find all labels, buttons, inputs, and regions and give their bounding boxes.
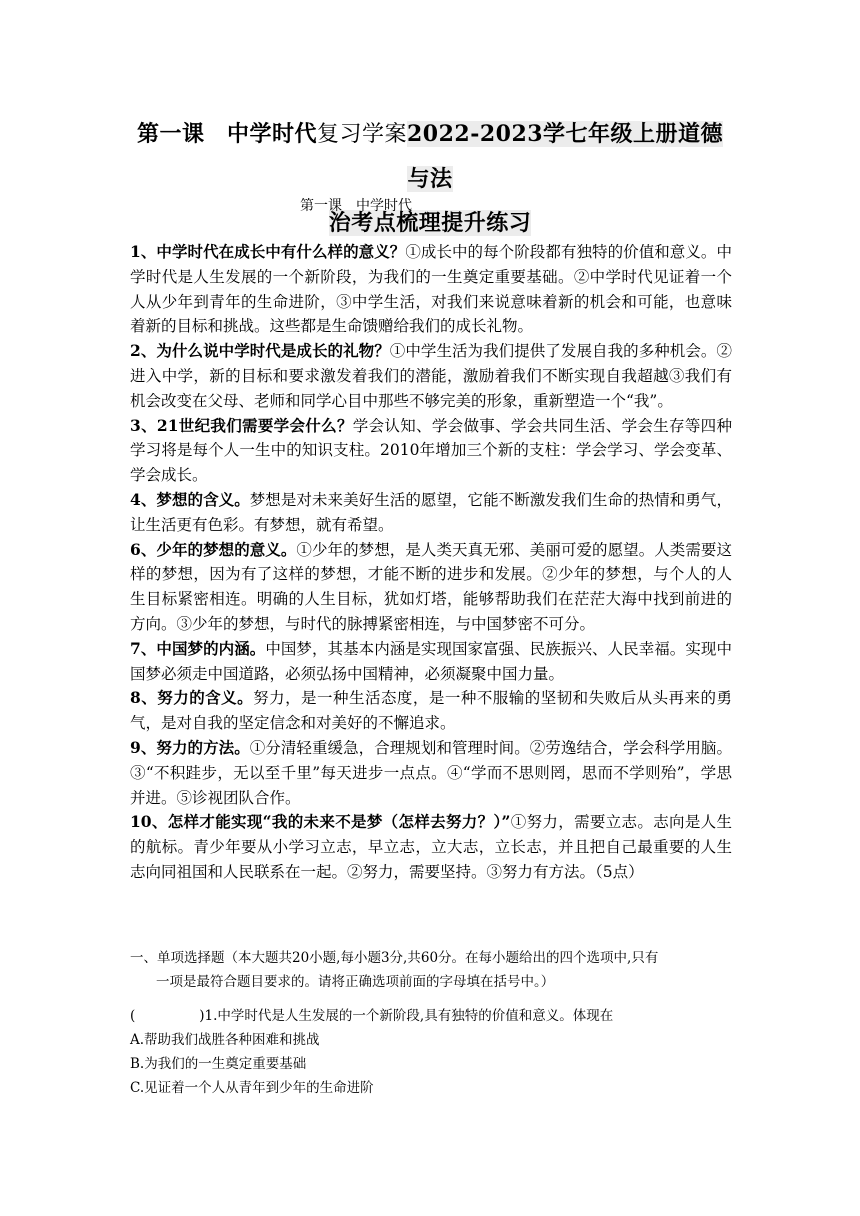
point-question: 7、中国梦的内涵。: [130, 638, 266, 658]
point-answer: 努力，是一种生活态度，是一种不服输的坚韧和失败后从头再来的勇气，是对自我的坚定信念和对美好的不懈追求。: [130, 689, 732, 733]
key-points: [130, 240, 732, 885]
key-point: [130, 240, 732, 339]
point-answer: 学会认知、学会做事、学会共同生活、学会生存等四种学习将是每个人一生中的知识支柱。2010年增加三个新的支柱：学会学习、学会变革、学会成长。: [130, 416, 732, 485]
question-stem: )1.中学时代是人生发展的一个新阶段,具有独特的价值和意义。体现在: [199, 1008, 614, 1024]
point-answer: ①少年的梦想，是人类天真无邪、美丽可爱的愿望。人类需要这样的梦想，因为有了这样的梦想，才能不断的进步和发展。②少年的梦想，与个人的人生目标紧密相连。明确的人生目标，犹如灯塔，能够帮助我们在茫茫大海中找到前进的方向。③少年的梦想，与时代的脉搏紧密相连，与中国梦密不可分。: [130, 540, 732, 633]
key-point: [130, 538, 732, 637]
question-stem-line: [130, 1004, 734, 1028]
point-answer: ①努力，需要立志。志向是人生的航标。青少年要从小学习立志，早立志，立大志，立长志，并且把自己最重要的人生志向同祖国和人民联系在一起。②努力，需要坚持。③努力有方法。（5点）: [130, 813, 732, 881]
option-a: A.帮助我们战胜各种困难和挑战: [130, 1032, 320, 1048]
point-answer: ①分清轻重缓急，合理规划和管理时间。②劳逸结合，学会科学用脑。③“不积跬步，无以至千里”每天进步一点点。④“学而不思则罔，思而不学则殆”，学思并进。⑤诊视团队合作。: [130, 738, 732, 807]
document-title: [130, 112, 730, 245]
option-c: C.见证着一个人从青年到少年的生命进阶: [130, 1080, 374, 1096]
point-question: 1、中学时代在成长中有什么样的意义？: [130, 242, 406, 261]
section-header: [130, 946, 734, 994]
point-question: 3、21世纪我们需要学会什么？: [130, 415, 353, 435]
point-answer: 中国梦，其基本内涵是实现国家富强、民族振兴、人民幸福。实现中国梦必须走中国道路，必须弘扬中国精神，必须凝聚中国力量。: [130, 639, 732, 683]
point-answer: ①成长中的每个阶段都有独特的价值和意义。中学时代是人生发展的一个新阶段，为我们的一生奠定重要基础。②中学时代见证着一个人从少年到青年的生命进阶，③中学生活，对我们来说意味着新的机会和可能，也意味着新的目标和挑战。这些都是生命馈赠给我们的成长礼物。: [130, 243, 732, 336]
point-question: 6、少年的梦想的意义。: [130, 539, 297, 559]
key-point: [130, 637, 732, 687]
title-year-grade: 2022-2023学七年级上册道德与法: [406, 121, 724, 192]
section-header-line2: 一项是最符合题目要求的。请将正确选项前面的字母填在括号中。）: [156, 974, 555, 990]
point-answer: 梦想是对未来美好生活的愿望，它能不断激发我们生命的热情和勇气，让生活更有色彩。有梦想，就有希望。: [130, 490, 732, 534]
point-question: 9、努力的方法。: [130, 737, 250, 757]
key-point: [130, 810, 732, 884]
key-point: [130, 686, 732, 736]
option-b: B.为我们的一生奠定重要基础: [130, 1056, 307, 1072]
question-1: [130, 1004, 734, 1100]
answer-open-paren: (: [130, 1008, 136, 1024]
lesson-subtitle: 第一课 中学时代: [300, 198, 412, 214]
key-point: [130, 488, 732, 538]
key-point: [130, 339, 732, 413]
title-lesson: 第一课 中学时代: [136, 121, 317, 147]
point-question: 8、努力的含义。: [130, 688, 254, 708]
key-point: [130, 736, 732, 810]
title-review: 复习学案: [316, 122, 407, 147]
point-answer: ①中学生活为我们提供了发展自我的多种机会。②进入中学，新的目标和要求激发着我们的潜能，激励着我们不断实现自我超越③我们有机会改变在父母、老师和同学心目中那些不够完美的形象，重新塑造一个“我”。: [130, 342, 732, 410]
title-practice: 治考点梳理提升练习: [328, 210, 532, 236]
point-question: 10、怎样才能实现“我的未来不是梦（怎样去努力？）”: [130, 812, 511, 832]
section-header-line1: 一、单项选择题（本大题共20小题,每小题3分,共60分。在每小题给出的四个选项中,只有: [130, 950, 659, 966]
key-point: [130, 414, 732, 488]
point-question: 2、为什么说中学时代是成长的礼物？: [130, 341, 390, 361]
point-question: 4、梦想的含义。: [130, 489, 250, 509]
